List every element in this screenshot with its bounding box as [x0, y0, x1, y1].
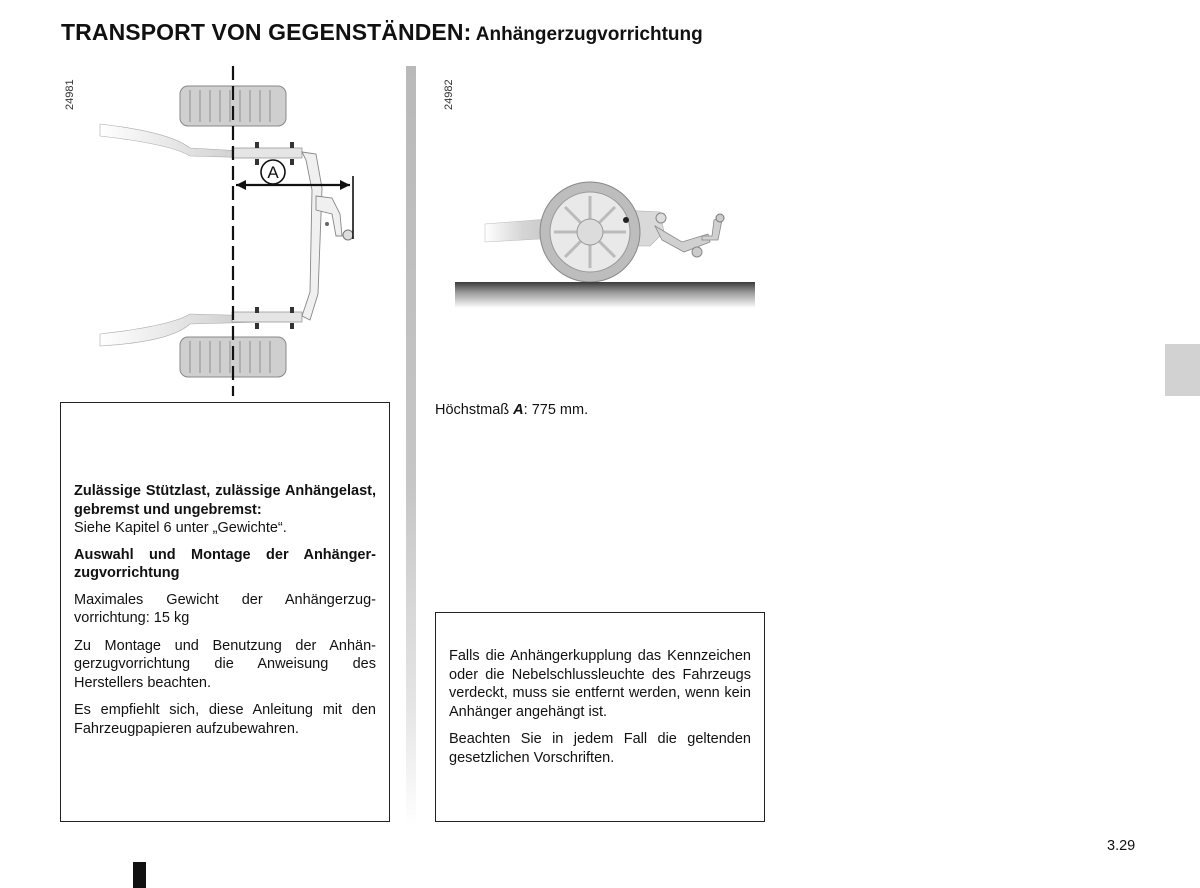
figure-number-left: 24981 — [64, 79, 76, 110]
info-box-towing — [60, 402, 390, 822]
maximum-dimension-caption — [435, 402, 588, 418]
loads-heading: Zulässige Stützlast, zulässige Anhängelast, gebremst und ungebremst: — [74, 483, 376, 518]
selection-heading: Auswahl und Montage der Anhängerzugvorrichtung — [74, 546, 376, 581]
chapter-side-tab — [1165, 344, 1200, 396]
column-divider — [406, 66, 416, 826]
page-subtitle: Anhängerzugvorrichtung — [475, 24, 703, 45]
page-header — [61, 19, 703, 46]
figure-number-right: 24982 — [443, 79, 455, 110]
corner-mark — [133, 862, 146, 888]
towbar-top-view-figure — [60, 64, 405, 399]
page-number: 3.29 — [1107, 838, 1136, 854]
towbar-side-view-figure — [450, 160, 760, 330]
paragraph-installation: Zu Montage und Benutzung der Anhängerzugvorrichtung die Anweisung des Herstellers beachten. — [74, 637, 376, 691]
paragraph-loads — [74, 482, 376, 538]
paragraph-max-weight: Maximales Gewicht der Anhängerzugvorrichtung: 15 kg — [74, 591, 376, 626]
caption-label: A — [513, 402, 524, 418]
page-title: TRANSPORT VON GEGENSTÄNDEN: — [61, 19, 472, 45]
caption-suffix: : 775 mm. — [523, 402, 589, 418]
paragraph-removal: Falls die Anhängerkupplung das Kennzeichen oder die Nebelschlussleuchte des Fahrzeugs verdeckt, muss sie entfernt werden, wenn kein Anhänger angehängt ist. — [449, 648, 751, 720]
paragraph-selection — [74, 546, 376, 583]
paragraph-regulations: Beachten Sie in jedem Fall die geltenden gesetzlichen Vorschriften. — [449, 731, 751, 766]
paragraph-keep-instructions: Es empfiehlt sich, diese Anleitung mit den Fahrzeugpapieren aufzubewahren. — [74, 702, 376, 737]
loads-text: Siehe Kapitel 6 unter „Gewichte“. — [74, 520, 287, 536]
info-box-removal — [435, 612, 765, 822]
caption-prefix: Höchstmaß — [435, 402, 514, 418]
dimension-label-a: A — [267, 163, 279, 182]
